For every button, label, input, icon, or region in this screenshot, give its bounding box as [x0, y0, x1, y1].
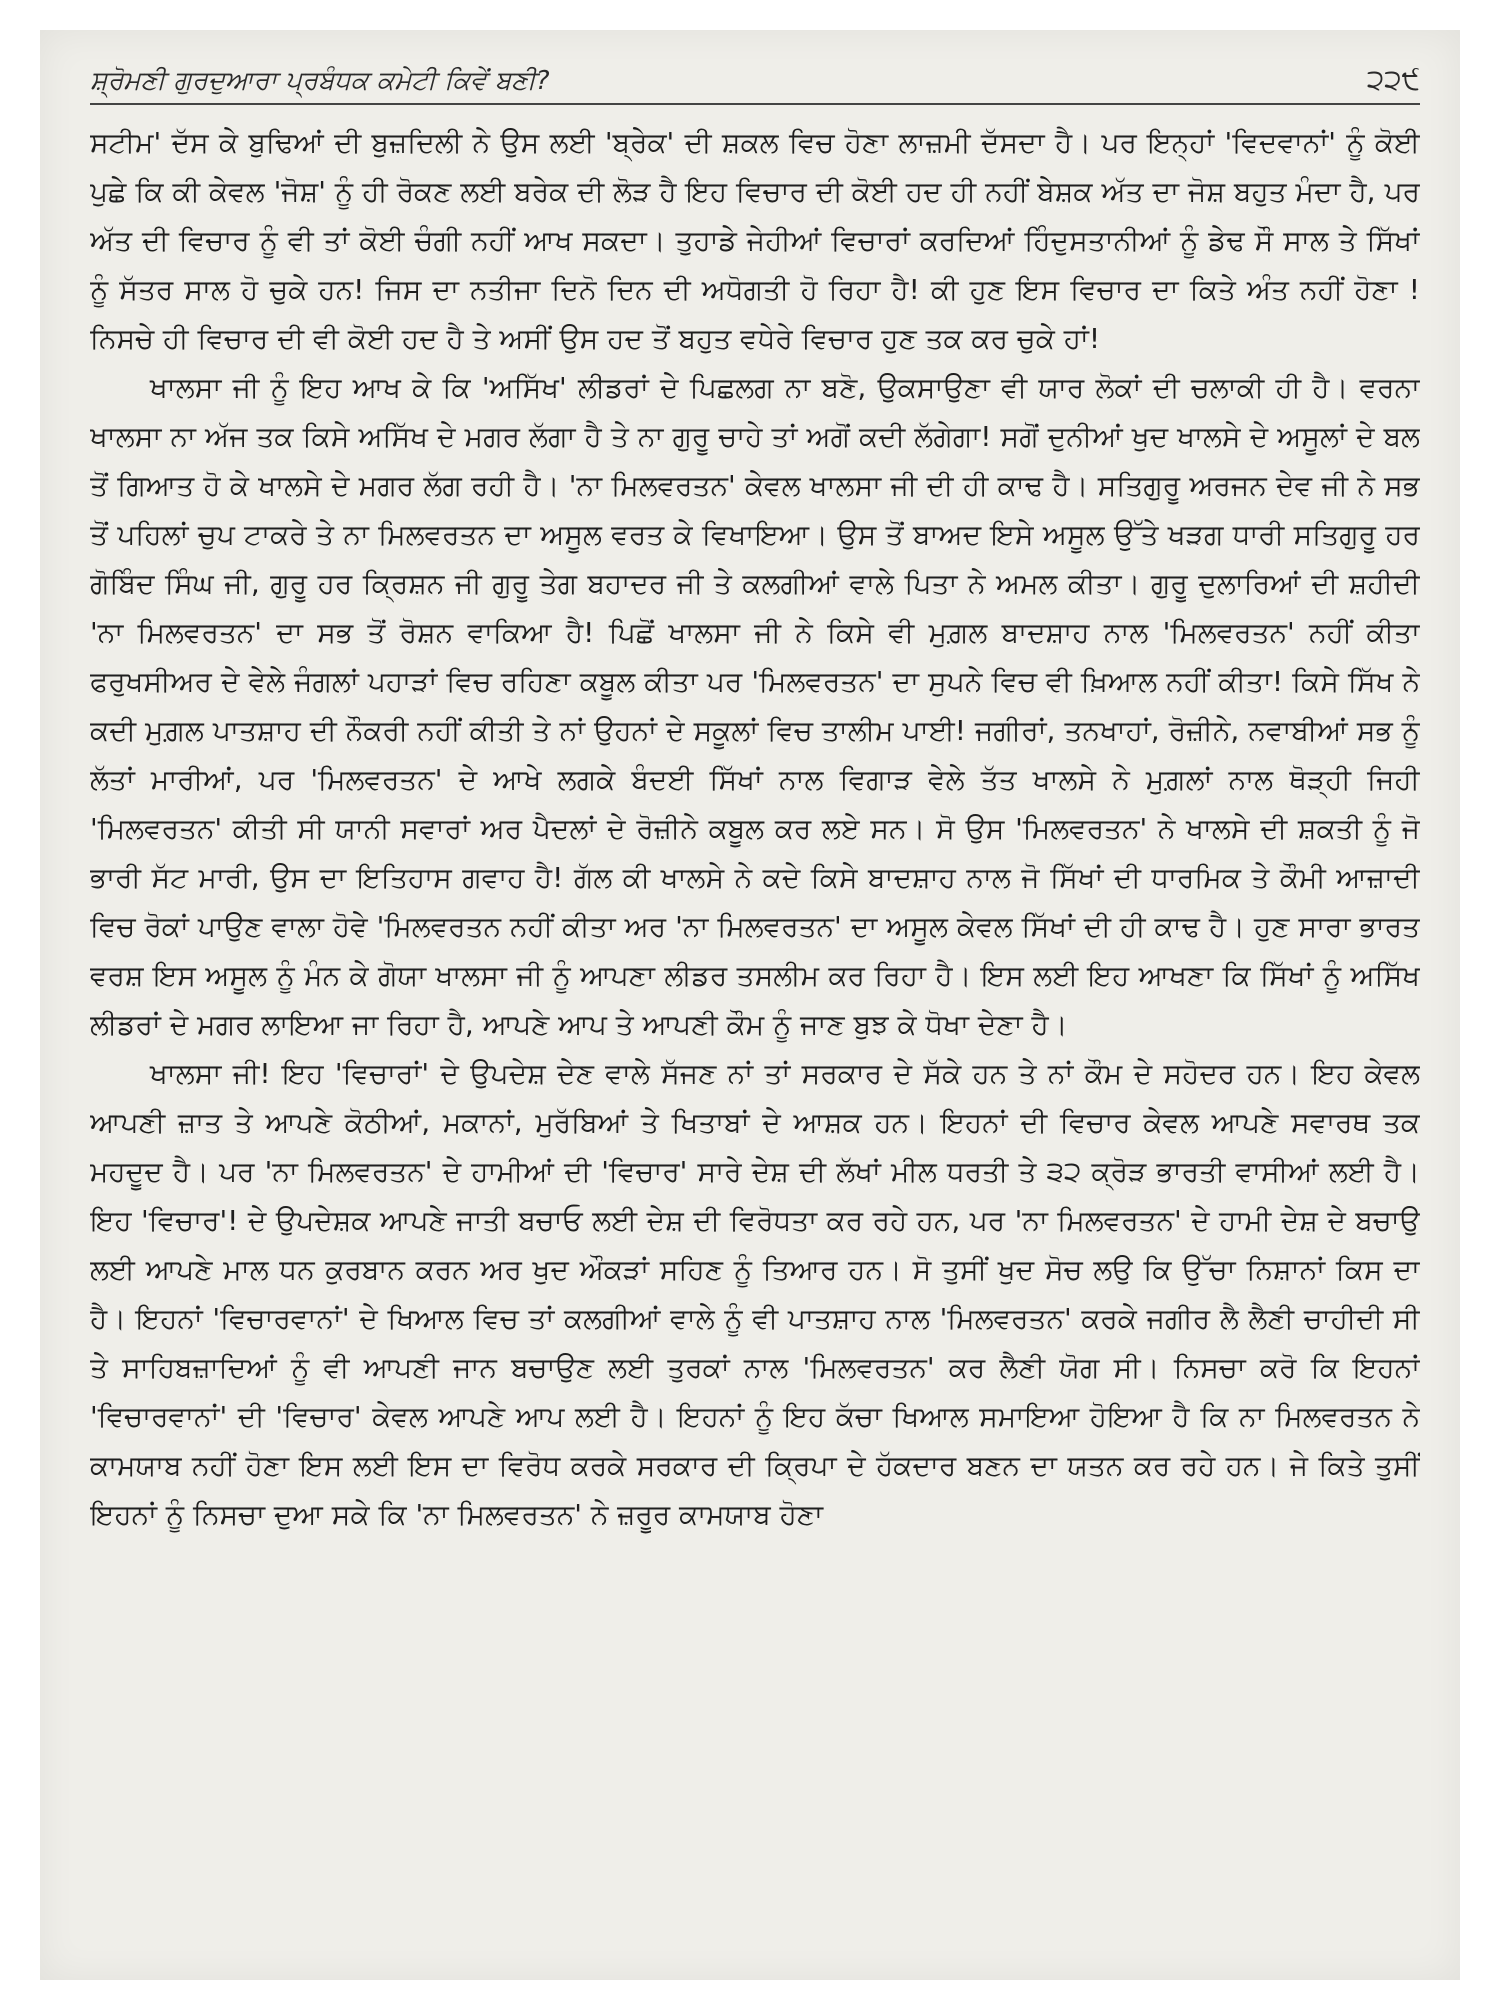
paragraph-3: ਖਾਲਸਾ ਜੀ! ਇਹ 'ਵਿਚਾਰਾਂ' ਦੇ ਉਪਦੇਸ਼ ਦੇਣ ਵਾਲੇ ਸੱਜਣ ਨਾਂ ਤਾਂ ਸਰਕਾਰ ਦੇ ਸੱਕੇ ਹਨ ਤੇ ਨਾਂ ਕੌਮ ਦੇ ਸਹੋਦਰ ਹਨ। ਇਹ ਕੇਵਲ ਆਪਣੀ ਜ਼ਾਤ ਤੇ ਆਪਣੇ ਕੋਠੀਆਂ, ਮਕਾਨਾਂ, ਮੁਰੱਬਿਆਂ ਤੇ ਖਿਤਾਬਾਂ ਦੇ ਆਸ਼ਕ ਹਨ। ਇਹਨਾਂ ਦੀ ਵਿਚਾਰ ਕੇਵਲ ਆਪਣੇ ਸਵਾਰਥ ਤਕ ਮਹਦੂਦ ਹੈ। ਪਰ 'ਨਾ ਮਿਲਵਰਤਨ' ਦੇ ਹਾਮੀਆਂ ਦੀ 'ਵਿਚਾਰ' ਸਾਰੇ ਦੇਸ਼ ਦੀ ਲੱਖਾਂ ਮੀਲ ਧਰਤੀ ਤੇ ੩੨ ਕ੍ਰੋੜ ਭਾਰਤੀ ਵਾਸੀਆਂ ਲਈ ਹੈ। ਇਹ 'ਵਿਚਾਰ'! ਦੇ ਉਪਦੇਸ਼ਕ ਆਪਣੇ ਜਾਤੀ ਬਚਾਓ ਲਈ ਦੇਸ਼ ਦੀ ਵਿਰੋਧਤਾ ਕਰ ਰਹੇ ਹਨ, ਪਰ 'ਨਾ ਮਿਲਵਰਤਨ' ਦੇ ਹਾਮੀ ਦੇਸ਼ ਦੇ ਬਚਾਉ ਲਈ ਆਪਣੇ ਮਾਲ ਧਨ ਕੁਰਬਾਨ ਕਰਨ ਅਰ ਖੁਦ ਔਕੜਾਂ ਸਹਿਣ ਨੂੰ ਤਿਆਰ ਹਨ। ਸੋ ਤੁਸੀਂ ਖੁਦ ਸੋਚ ਲਉ ਕਿ ਉੱਚਾ ਨਿਸ਼ਾਨਾਂ ਕਿਸ ਦਾ ਹੈ। ਇਹਨਾਂ 'ਵਿਚਾਰਵਾਨਾਂ' ਦੇ ਖਿਆਲ ਵਿਚ ਤਾਂ ਕਲਗੀਆਂ ਵਾਲੇ ਨੂੰ ਵੀ ਪਾਤਸ਼ਾਹ ਨਾਲ 'ਮਿਲਵਰਤਨ' ਕਰਕੇ ਜਗੀਰ ਲੈ ਲੈਣੀ ਚਾਹੀਦੀ ਸੀ ਤੇ ਸਾਹਿਬਜ਼ਾਦਿਆਂ ਨੂੰ ਵੀ ਆਪਣੀ ਜਾਨ ਬਚਾਉਣ ਲਈ ਤੁਰਕਾਂ ਨਾਲ 'ਮਿਲਵਰਤਨ' ਕਰ ਲੈਣੀ ਯੋਗ ਸੀ। ਨਿਸਚਾ ਕਰੋ ਕਿ ਇਹਨਾਂ 'ਵਿਚਾਰਵਾਨਾਂ' ਦੀ 'ਵਿਚਾਰ' ਕੇਵਲ ਆਪਣੇ ਆਪ ਲਈ ਹੈ। ਇਹਨਾਂ ਨੂੰ ਇਹ ਕੱਚਾ ਖਿਆਲ ਸਮਾਇਆ ਹੋਇਆ ਹੈ ਕਿ ਨਾ ਮਿਲਵਰਤਨ ਨੇ ਕਾਮਯਾਬ ਨਹੀਂ ਹੋਣਾ ਇਸ ਲਈ ਇਸ ਦਾ ਵਿਰੋਧ ਕਰਕੇ ਸਰਕਾਰ ਦੀ ਕ੍ਰਿਪਾ ਦੇ ਹੱਕਦਾਰ ਬਣਨ ਦਾ ਯਤਨ ਕਰ ਰਹੇ ਹਨ। ਜੇ ਕਿਤੇ ਤੁਸੀਂ ਇਹਨਾਂ ਨੂੰ ਨਿਸਚਾ ਦੁਆ ਸਕੇ ਕਿ 'ਨਾ ਮਿਲਵਰਤਨ' ਨੇ ਜ਼ਰੂਰ ਕਾਮਯਾਬ ਹੋਣਾ: [90, 1057, 1420, 1531]
book-page: [40, 30, 1460, 1980]
page-number: ੨੨੯: [1366, 63, 1420, 96]
paragraph-1: ਸਟੀਮ' ਦੱਸ ਕੇ ਬੁਢਿਆਂ ਦੀ ਬੁਜ਼ਦਿਲੀ ਨੇ ਉਸ ਲਈ 'ਬ੍ਰੇਕ' ਦੀ ਸ਼ਕਲ ਵਿਚ ਹੋਣਾ ਲਾਜ਼ਮੀ ਦੱਸਦਾ ਹੈ। ਪਰ ਇਨ੍ਹਾਂ 'ਵਿਦਵਾਨਾਂ' ਨੂੰ ਕੋਈ ਪੁਛੇ ਕਿ ਕੀ ਕੇਵਲ 'ਜੋਸ਼' ਨੂੰ ਹੀ ਰੋਕਣ ਲਈ ਬਰੇਕ ਦੀ ਲੋੜ ਹੈ ਇਹ ਵਿਚਾਰ ਦੀ ਕੋਈ ਹਦ ਹੀ ਨਹੀਂ ਬੇਸ਼ਕ ਅੱਤ ਦਾ ਜੋਸ਼ ਬਹੁਤ ਮੰਦਾ ਹੈ, ਪਰ ਅੱਤ ਦੀ ਵਿਚਾਰ ਨੂੰ ਵੀ ਤਾਂ ਕੋਈ ਚੰਗੀ ਨਹੀਂ ਆਖ ਸਕਦਾ। ਤੁਹਾਡੇ ਜੇਹੀਆਂ ਵਿਚਾਰਾਂ ਕਰਦਿਆਂ ਹਿੰਦੁਸਤਾਨੀਆਂ ਨੂੰ ਡੇਢ ਸੌ ਸਾਲ ਤੇ ਸਿੱਖਾਂ ਨੂੰ ਸੱਤਰ ਸਾਲ ਹੋ ਚੁਕੇ ਹਨ! ਜਿਸ ਦਾ ਨਤੀਜਾ ਦਿਨੋ ਦਿਨ ਦੀ ਅਧੋਗਤੀ ਹੋ ਰਿਹਾ ਹੈ! ਕੀ ਹੁਣ ਇਸ ਵਿਚਾਰ ਦਾ ਕਿਤੇ ਅੰਤ ਨਹੀਂ ਹੋਣਾ ! ਨਿਸਚੇ ਹੀ ਵਿਚਾਰ ਦੀ ਵੀ ਕੋਈ ਹਦ ਹੈ ਤੇ ਅਸੀਂ ਉਸ ਹਦ ਤੋਂ ਬਹੁਤ ਵਧੇਰੇ ਵਿਚਾਰ ਹੁਣ ਤਕ ਕਰ ਚੁਕੇ ਹਾਂ!: [90, 126, 1420, 355]
running-head: ਸ਼੍ਰੋਮਣੀ ਗੁਰਦੁਆਰਾ ਪ੍ਰਬੰਧਕ ਕਮੇਟੀ ਕਿਵੇਂ ਬਣੀ?: [90, 66, 550, 96]
paragraph-2: ਖਾਲਸਾ ਜੀ ਨੂੰ ਇਹ ਆਖ ਕੇ ਕਿ 'ਅਸਿੱਖ' ਲੀਡਰਾਂ ਦੇ ਪਿਛਲਗ ਨਾ ਬਣੋ, ਉਕਸਾਉਣਾ ਵੀ ਯਾਰ ਲੋਕਾਂ ਦੀ ਚਲਾਕੀ ਹੀ ਹੈ। ਵਰਨਾ ਖਾਲਸਾ ਨਾ ਅੱਜ ਤਕ ਕਿਸੇ ਅਸਿੱਖ ਦੇ ਮਗਰ ਲੱਗਾ ਹੈ ਤੇ ਨਾ ਗੁਰੂ ਚਾਹੇ ਤਾਂ ਅਗੋਂ ਕਦੀ ਲੱਗੇਗਾ! ਸਗੋਂ ਦੁਨੀਆਂ ਖੁਦ ਖਾਲਸੇ ਦੇ ਅਸੂਲਾਂ ਦੇ ਬਲ ਤੋਂ ਗਿਆਤ ਹੋ ਕੇ ਖਾਲਸੇ ਦੇ ਮਗਰ ਲੱਗ ਰਹੀ ਹੈ। 'ਨਾ ਮਿਲਵਰਤਨ' ਕੇਵਲ ਖਾਲਸਾ ਜੀ ਦੀ ਹੀ ਕਾਢ ਹੈ। ਸਤਿਗੁਰੂ ਅਰਜਨ ਦੇਵ ਜੀ ਨੇ ਸਭ ਤੋਂ ਪਹਿਲਾਂ ਚੁਪ ਟਾਕਰੇ ਤੇ ਨਾ ਮਿਲਵਰਤਨ ਦਾ ਅਸੂਲ ਵਰਤ ਕੇ ਵਿਖਾਇਆ। ਉਸ ਤੋਂ ਬਾਅਦ ਇਸੇ ਅਸੂਲ ਉੱਤੇ ਖੜਗ ਧਾਰੀ ਸਤਿਗੁਰੂ ਹਰ ਗੋਬਿੰਦ ਸਿੰਘ ਜੀ, ਗੁਰੂ ਹਰ ਕ੍ਰਿਸ਼ਨ ਜੀ ਗੁਰੂ ਤੇਗ ਬਹਾਦਰ ਜੀ ਤੇ ਕਲਗੀਆਂ ਵਾਲੇ ਪਿਤਾ ਨੇ ਅਮਲ ਕੀਤਾ। ਗੁਰੂ ਦੁਲਾਰਿਆਂ ਦੀ ਸ਼ਹੀਦੀ 'ਨਾ ਮਿਲਵਰਤਨ' ਦਾ ਸਭ ਤੋਂ ਰੋਸ਼ਨ ਵਾਕਿਆ ਹੈ! ਪਿਛੋਂ ਖਾਲਸਾ ਜੀ ਨੇ ਕਿਸੇ ਵੀ ਮੁਗ਼ਲ ਬਾਦਸ਼ਾਹ ਨਾਲ 'ਮਿਲਵਰਤਨ' ਨਹੀਂ ਕੀਤਾ ਫਰੁਖਸੀਅਰ ਦੇ ਵੇਲੇ ਜੰਗਲਾਂ ਪਹਾੜਾਂ ਵਿਚ ਰਹਿਣਾ ਕਬੂਲ ਕੀਤਾ ਪਰ 'ਮਿਲਵਰਤਨ' ਦਾ ਸੁਪਨੇ ਵਿਚ ਵੀ ਖ਼ਿਆਲ ਨਹੀਂ ਕੀਤਾ! ਕਿਸੇ ਸਿੱਖ ਨੇ ਕਦੀ ਮੁਗ਼ਲ ਪਾਤਸ਼ਾਹ ਦੀ ਨੌਕਰੀ ਨਹੀਂ ਕੀਤੀ ਤੇ ਨਾਂ ਉਹਨਾਂ ਦੇ ਸਕੂਲਾਂ ਵਿਚ ਤਾਲੀਮ ਪਾਈ! ਜਗੀਰਾਂ, ਤਨਖਾਹਾਂ, ਰੋਜ਼ੀਨੇ, ਨਵਾਬੀਆਂ ਸਭ ਨੂੰ ਲੱਤਾਂ ਮਾਰੀਆਂ, ਪਰ 'ਮਿਲਵਰਤਨ' ਦੇ ਆਖੇ ਲਗਕੇ ਬੰਦਈ ਸਿੱਖਾਂ ਨਾਲ ਵਿਗਾੜ ਵੇਲੇ ਤੱਤ ਖਾਲਸੇ ਨੇ ਮੁਗ਼ਲਾਂ ਨਾਲ ਥੋੜ੍ਹੀ ਜਿਹੀ 'ਮਿਲਵਰਤਨ' ਕੀਤੀ ਸੀ ਯਾਨੀ ਸਵਾਰਾਂ ਅਰ ਪੈਦਲਾਂ ਦੇ ਰੋਜ਼ੀਨੇ ਕਬੂਲ ਕਰ ਲਏ ਸਨ। ਸੋ ਉਸ 'ਮਿਲਵਰਤਨ' ਨੇ ਖਾਲਸੇ ਦੀ ਸ਼ਕਤੀ ਨੂੰ ਜੋ ਭਾਰੀ ਸੱਟ ਮਾਰੀ, ਉਸ ਦਾ ਇਤਿਹਾਸ ਗਵਾਹ ਹੈ! ਗੱਲ ਕੀ ਖਾਲਸੇ ਨੇ ਕਦੇ ਕਿਸੇ ਬਾਦਸ਼ਾਹ ਨਾਲ ਜੋ ਸਿੱਖਾਂ ਦੀ ਧਾਰਮਿਕ ਤੇ ਕੌਮੀ ਆਜ਼ਾਦੀ ਵਿਚ ਰੋਕਾਂ ਪਾਉਣ ਵਾਲਾ ਹੋਵੇ 'ਮਿਲਵਰਤਨ ਨਹੀਂ ਕੀਤਾ ਅਰ 'ਨਾ ਮਿਲਵਰਤਨ' ਦਾ ਅਸੂਲ ਕੇਵਲ ਸਿੱਖਾਂ ਦੀ ਹੀ ਕਾਢ ਹੈ। ਹੁਣ ਸਾਰਾ ਭਾਰਤ ਵਰਸ਼ ਇਸ ਅਸੂਲ ਨੂੰ ਮੰਨ ਕੇ ਗੋਯਾ ਖਾਲਸਾ ਜੀ ਨੂੰ ਆਪਣਾ ਲੀਡਰ ਤਸਲੀਮ ਕਰ ਰਿਹਾ ਹੈ। ਇਸ ਲਈ ਇਹ ਆਖਣਾ ਕਿ ਸਿੱਖਾਂ ਨੂੰ ਅਸਿੱਖ ਲੀਡਰਾਂ ਦੇ ਮਗਰ ਲਾਇਆ ਜਾ ਰਿਹਾ ਹੈ, ਆਪਣੇ ਆਪ ਤੇ ਆਪਣੀ ਕੌਮ ਨੂੰ ਜਾਣ ਬੁਝ ਕੇ ਧੋਖਾ ਦੇਣਾ ਹੈ।: [90, 371, 1420, 1041]
body-text: [90, 118, 1420, 1968]
page-header: [90, 55, 1420, 105]
